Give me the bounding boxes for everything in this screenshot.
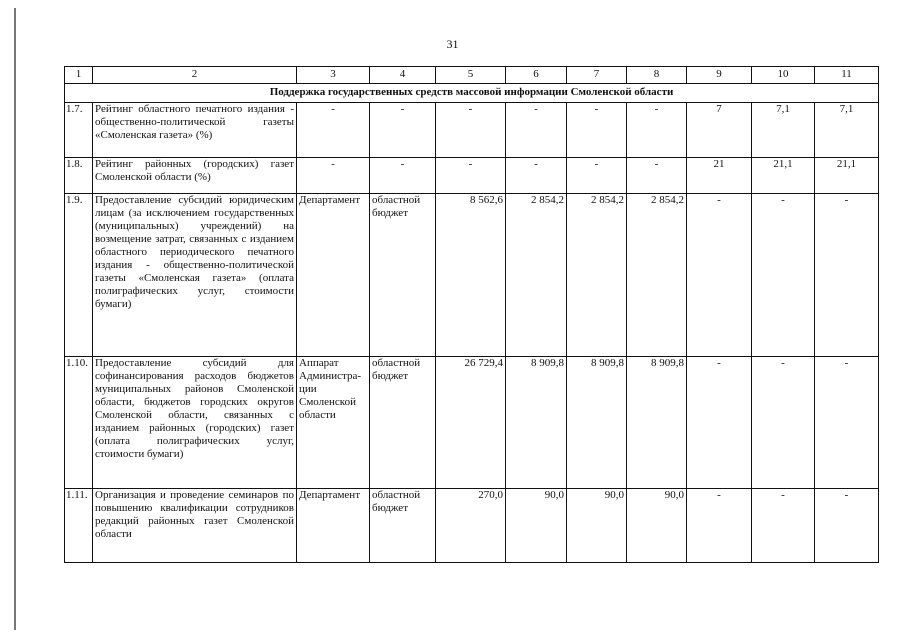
row-executor: Департамент [297, 489, 370, 563]
row-col-9: 7 [687, 103, 752, 158]
page-edge-rule [14, 8, 16, 630]
row-col-9: - [687, 194, 752, 357]
row-col-10: 21,1 [752, 158, 815, 194]
table-row [65, 158, 879, 194]
row-col-11: - [815, 489, 879, 563]
row-source: областной бюджет [370, 357, 436, 489]
row-total: - [436, 103, 506, 158]
row-source: областной бюджет [370, 489, 436, 563]
table-row [65, 489, 879, 563]
column-number: 8 [627, 67, 687, 84]
column-number: 9 [687, 67, 752, 84]
row-year-1: - [506, 103, 567, 158]
row-year-2: 8 909,8 [567, 357, 627, 489]
row-description: Рейтинг районных (городских) газет Смоленской области (%) [93, 158, 297, 194]
row-col-10: - [752, 489, 815, 563]
column-number: 2 [93, 67, 297, 84]
row-total: - [436, 158, 506, 194]
row-col-9: 21 [687, 158, 752, 194]
row-description: Рейтинг областного печатного издания - общественно-политической газеты «Смоленская газета» (%) [93, 103, 297, 158]
row-year-2: 90,0 [567, 489, 627, 563]
column-number: 3 [297, 67, 370, 84]
row-year-3: 90,0 [627, 489, 687, 563]
row-year-3: - [627, 103, 687, 158]
row-number: 1.11. [65, 489, 93, 563]
section-header-row [65, 84, 879, 103]
row-col-11: - [815, 357, 879, 489]
row-executor: Аппарат Администра-ции Смоленской области [297, 357, 370, 489]
row-col-11: 7,1 [815, 103, 879, 158]
row-col-10: - [752, 194, 815, 357]
column-number: 7 [567, 67, 627, 84]
row-total: 270,0 [436, 489, 506, 563]
column-number: 10 [752, 67, 815, 84]
table-row [65, 194, 879, 357]
column-number-row [65, 67, 879, 84]
row-year-1: 2 854,2 [506, 194, 567, 357]
row-number: 1.10. [65, 357, 93, 489]
row-year-2: 2 854,2 [567, 194, 627, 357]
row-total: 26 729,4 [436, 357, 506, 489]
row-description: Предоставление субсидий юридическим лицам (за исключением государственных (муниципальных) учреждений) на возмещение затрат, связанных с изданием областного периодического печатного издания - общественно-политической газеты «Смоленская газета» (оплата полиграфических услуг, стоимости бумаги) [93, 194, 297, 357]
row-number: 1.8. [65, 158, 93, 194]
row-number: 1.9. [65, 194, 93, 357]
row-col-10: 7,1 [752, 103, 815, 158]
row-year-2: - [567, 158, 627, 194]
program-table [64, 66, 879, 563]
section-title: Поддержка государственных средств массовой информации Смоленской области [65, 84, 879, 103]
row-source: областной бюджет [370, 194, 436, 357]
row-col-11: - [815, 194, 879, 357]
row-executor: - [297, 158, 370, 194]
row-total: 8 562,6 [436, 194, 506, 357]
row-col-11: 21,1 [815, 158, 879, 194]
column-number: 11 [815, 67, 879, 84]
row-source: - [370, 158, 436, 194]
row-year-1: 8 909,8 [506, 357, 567, 489]
table-row [65, 103, 879, 158]
row-year-3: 8 909,8 [627, 357, 687, 489]
table-row [65, 357, 879, 489]
row-col-9: - [687, 357, 752, 489]
row-executor: Департамент [297, 194, 370, 357]
row-year-3: 2 854,2 [627, 194, 687, 357]
row-source: - [370, 103, 436, 158]
row-description: Организация и проведение семинаров по повышению квалификации сотрудников редакций районных газет Смоленской области [93, 489, 297, 563]
column-number: 1 [65, 67, 93, 84]
column-number: 5 [436, 67, 506, 84]
row-description: Предоставление субсидий для софинансирования расходов бюджетов муниципальных районов Смоленской области, бюджетов городских округов Смоленской области, связанных с изданием районных (городских) газет (оплата полиграфических услуг, стоимости бумаги) [93, 357, 297, 489]
row-year-2: - [567, 103, 627, 158]
row-year-3: - [627, 158, 687, 194]
row-col-9: - [687, 489, 752, 563]
column-number: 6 [506, 67, 567, 84]
row-year-1: 90,0 [506, 489, 567, 563]
row-number: 1.7. [65, 103, 93, 158]
row-col-10: - [752, 357, 815, 489]
column-number: 4 [370, 67, 436, 84]
page-number: 31 [446, 37, 459, 51]
row-executor: - [297, 103, 370, 158]
row-year-1: - [506, 158, 567, 194]
